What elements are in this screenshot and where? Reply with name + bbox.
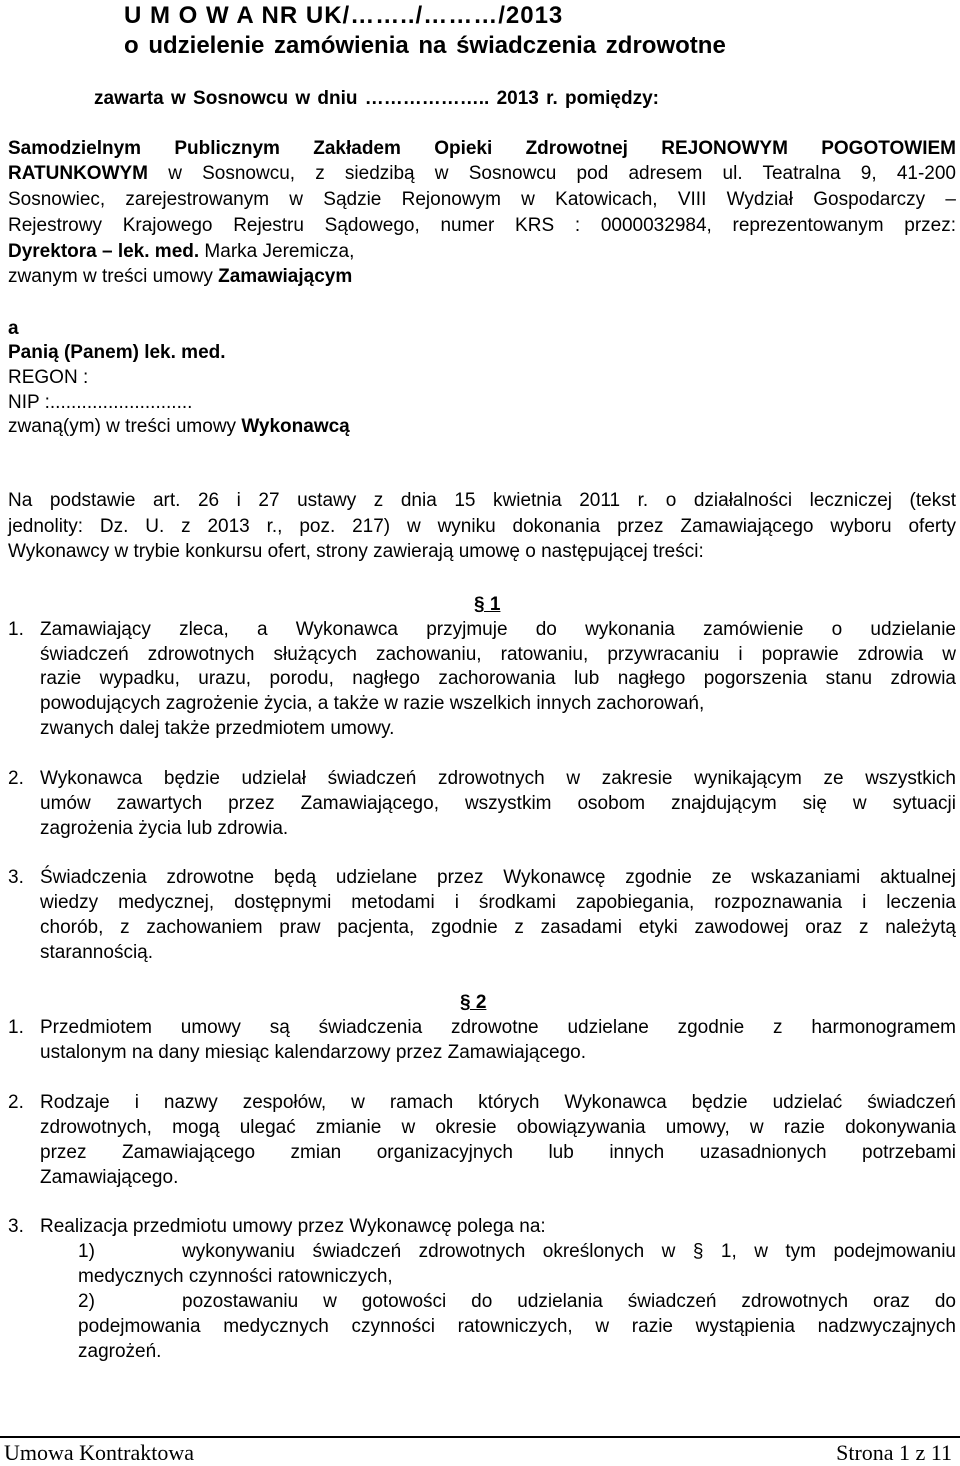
party-a-called-text: zwanym w treści umowy (8, 266, 219, 287)
s1-p1-line1: Zamawiający zleca, a Wykonawca przyjmuje do wykonania zamówienie o udzielanie (40, 619, 956, 640)
party-a-line2 (8, 163, 956, 185)
party-a-line6 (8, 266, 352, 288)
contract-title: U M O W A NR UK/……../………/2013 (124, 2, 564, 29)
party-a-address: w Sosnowcu, z siedzibą w Sosnowcu pod adresem ul. Teatralna 9, 41-200 (148, 163, 956, 184)
party-a-representative-name: Marka Jeremicza, (199, 241, 355, 262)
party-a-line4: Rejestrowy Krajowego Rejestru Sądowego, numer KRS : 0000032984, reprezentowanym przez: (8, 215, 956, 236)
s1-p1-number: 1. (8, 619, 24, 640)
party-a-role: Zamawiającym (218, 266, 353, 287)
s1-p1-line5: zwanych dalej także przedmiotem umowy. (40, 718, 395, 739)
s2-p2-line2: zdrowotnych, mogą ulegać zmianie w okresie obowiązywania umowy, w razie dokonywania (40, 1117, 956, 1138)
preamble-line3: Wykonawcy w trybie konkursu ofert, strony zawierają umowę o następującej treści: (8, 541, 704, 562)
s2-item1-line2: medycznych czynności ratowniczych, (78, 1266, 393, 1287)
s1-p1-line3: razie wypadku, urazu, porodu, nagłego zachorowania lub nagłego pogorszenia stanu zdrowia (40, 668, 956, 689)
section-1-heading: § 1 (474, 594, 501, 615)
s2-p3-intro: Realizacja przedmiotu umowy przez Wykonawcę polega na: (40, 1216, 546, 1237)
party-a-representative-title: Dyrektora – lek. med. (8, 241, 200, 262)
s2-p2-line3: przez Zamawiającego zmian organizacyjnych lub innych uzasadnionych potrzebami (40, 1142, 956, 1163)
party-conjunction: a (8, 318, 19, 339)
s2-p3-number: 3. (8, 1216, 24, 1237)
s2-item2-label: 2) (78, 1291, 95, 1312)
footer-divider (0, 1436, 960, 1438)
preamble-line2: jednolity: Dz. U. z 2013 r., poz. 217) w wyniku dokonania przez Zamawiającego wyboru oferty (8, 516, 956, 537)
s2-item2-line2: podejmowania medycznych czynności ratowniczych, w razie wystąpienia nadzwyczajnych (78, 1316, 956, 1337)
s1-p2-line3: zagrożenia życia lub zdrowia. (40, 818, 289, 839)
s1-p3-line1: Świadczenia zdrowotne będą udzielane przez Wykonawcę zgodnie ze wskazaniami aktualnej (40, 867, 956, 888)
footer-page-number: Strona 1 z 11 (836, 1440, 952, 1465)
party-a-name-line2: RATUNKOWYM (8, 163, 149, 184)
party-b-role: Wykonawcą (241, 416, 350, 437)
s2-p1-number: 1. (8, 1017, 24, 1038)
party-b-regon: REGON : (8, 367, 89, 388)
party-b-name: Panią (Panem) lek. med. (8, 342, 226, 363)
s1-p3-line2: wiedzy medycznej, dostępnymi metodami i środkami zapobiegania, rozpoznawania i leczenia (40, 892, 956, 913)
s2-p1-line1: Przedmiotem umowy są świadczenia zdrowotne udzielane zgodnie z harmonogramem (40, 1017, 956, 1038)
s2-item2-line1: pozostawaniu w gotowości do udzielania świadczeń zdrowotnych oraz do (182, 1291, 956, 1312)
contract-subtitle: o udzielenie zamówienia na świadczenia zdrowotne (124, 32, 726, 59)
s2-p2-line4: Zamawiającego. (40, 1167, 179, 1188)
party-b-called-text: zwaną(ym) w treści umowy (8, 416, 242, 437)
s1-p3-line3: chorób, z zachowaniem praw pacjenta, zgodnie z zasadami etyki zawodowej oraz z należytą (40, 917, 956, 938)
s1-p3-number: 3. (8, 867, 24, 888)
s1-p2-line2: umów zawartych przez Zamawiającego, wszystkim osobom znajdującym się w sytuacji (40, 793, 956, 814)
s1-p2-line1: Wykonawca będzie udzielał świadczeń zdrowotnych w zakresie wynikającym ze wszystkich (40, 768, 956, 789)
party-a-line5 (8, 241, 354, 263)
party-a-name-line1: Samodzielnym Publicznym Zakładem Opieki Zdrowotnej REJONOWYM POGOTOWIEM (8, 138, 956, 159)
s2-p1-line2: ustalonym na dany miesiąc kalendarzowy przez Zamawiającego. (40, 1042, 586, 1063)
s2-item2-line3: zagrożeń. (78, 1341, 162, 1362)
s1-p1-line4: powodujących zagrożenie życia, a także w razie wszelkich innych zachorowań, (40, 693, 705, 714)
party-a-line3: Sosnowiec, zarejestrowanym w Sądzie Rejonowym w Katowicach, VIII Wydział Gospodarczy – (8, 189, 956, 210)
s2-p2-number: 2. (8, 1092, 24, 1113)
s2-item1-line1: wykonywaniu świadczeń zdrowotnych określonych w § 1, w tym podejmowaniu (182, 1241, 956, 1262)
s1-p3-line4: starannością. (40, 942, 154, 963)
s2-p2-line1: Rodzaje i nazwy zespołów, w ramach których Wykonawca będzie udzielać świadczeń (40, 1092, 956, 1113)
party-b-called-line (8, 416, 350, 438)
preamble-line1: Na podstawie art. 26 i 27 ustawy z dnia 15 kwietnia 2011 r. o działalności leczniczej (tekst (8, 490, 956, 511)
footer-document-name: Umowa Kontraktowa (4, 1440, 195, 1465)
contract-concluded-line: zawarta w Sosnowcu w dniu ……………….. 2013 r. pomiędzy: (94, 88, 659, 109)
s1-p2-number: 2. (8, 768, 24, 789)
section-2-heading: § 2 (460, 992, 487, 1013)
party-b-nip: NIP :........................... (8, 392, 193, 413)
s1-p1-line2: świadczeń zdrowotnych służących zachowaniu, ratowaniu, przywracaniu i poprawie zdrowia w (40, 644, 956, 665)
s2-item1-label: 1) (78, 1241, 95, 1262)
